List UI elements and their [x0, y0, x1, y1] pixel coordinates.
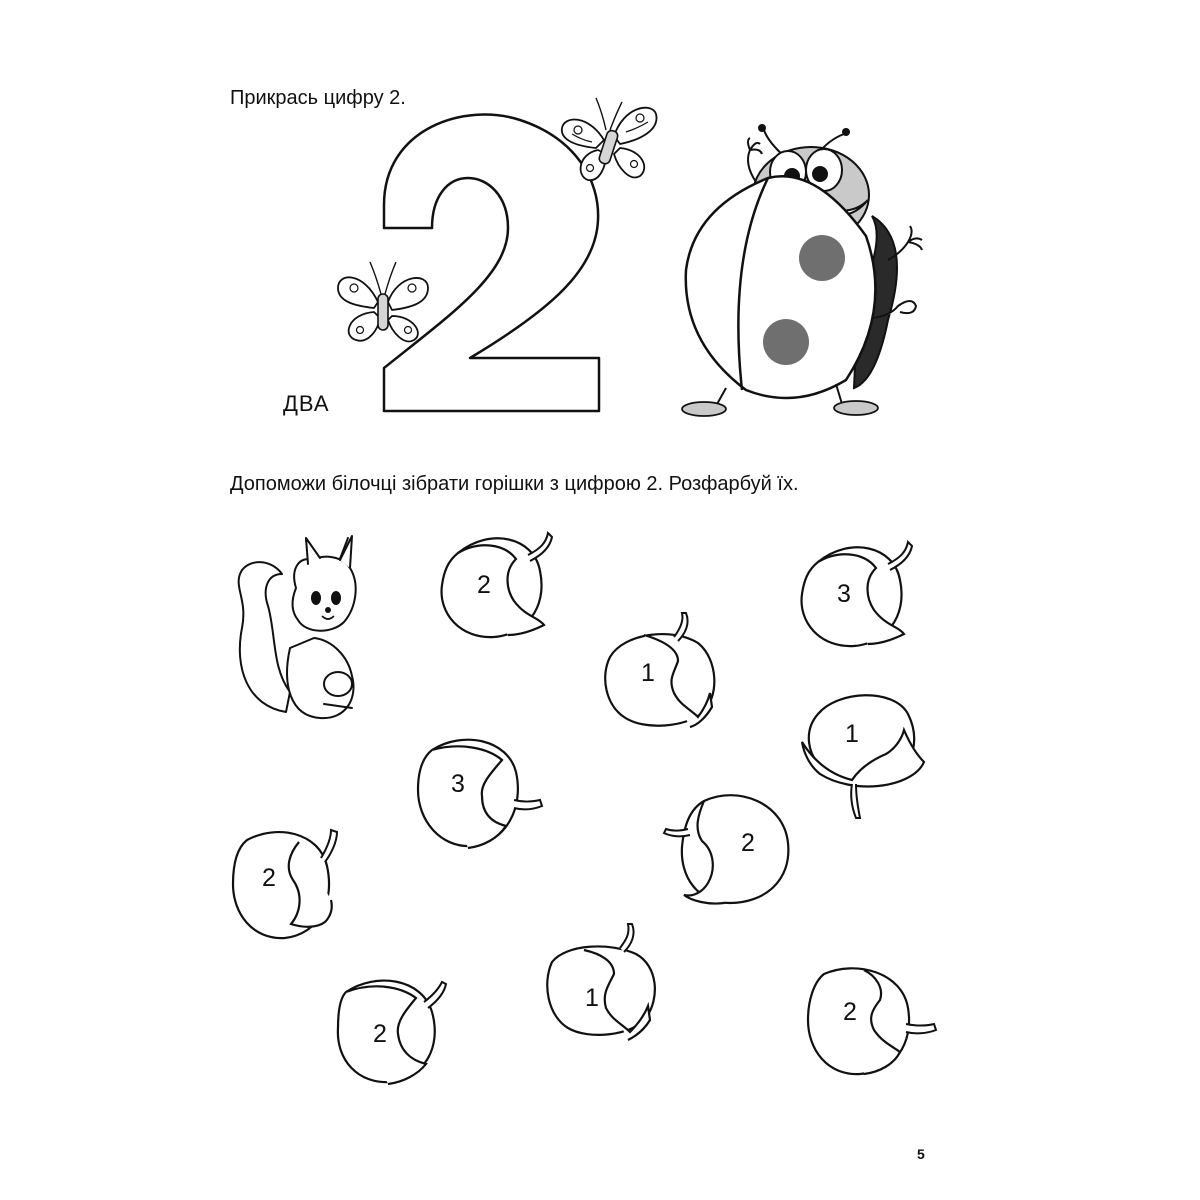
nut-digit: 1	[585, 984, 599, 1012]
hazelnut-2[interactable]	[330, 968, 480, 1108]
hazelnut-icon	[800, 960, 950, 1100]
nut-digit: 1	[641, 659, 655, 687]
hazelnut-3[interactable]	[410, 730, 560, 870]
hazelnut-1[interactable]	[540, 928, 690, 1068]
nut-digit: 2	[843, 998, 857, 1026]
hazelnut-2[interactable]	[664, 785, 814, 925]
hazelnut-2[interactable]	[800, 960, 950, 1100]
instruction-decorate-digit: Прикрась цифру 2.	[230, 87, 406, 109]
nut-digit: 1	[845, 720, 859, 748]
nut-digit: 3	[837, 580, 851, 608]
hazelnut-1[interactable]	[594, 613, 744, 753]
nut-digit: 2	[741, 829, 755, 857]
instruction-help-squirrel: Допоможи білочці зібрати горішки з цифрою 2. Розфарбуй їх.	[230, 473, 799, 495]
nut-digit: 2	[262, 864, 276, 892]
hazelnut-2[interactable]	[227, 824, 377, 964]
butterfly-icon	[334, 258, 434, 354]
nut-digit: 2	[477, 571, 491, 599]
nut-digit: 2	[373, 1020, 387, 1048]
hazelnut-1[interactable]	[798, 684, 948, 824]
hazelnut-icon	[410, 730, 560, 870]
digit-word: ДВА	[283, 391, 330, 416]
squirrel-icon	[228, 528, 368, 728]
hazelnut-icon	[227, 824, 377, 964]
nut-digit: 3	[451, 770, 465, 798]
page-number: 5	[917, 1146, 925, 1162]
ladybug-icon	[676, 120, 936, 425]
hazelnut-3[interactable]	[790, 534, 940, 674]
hazelnut-icon	[798, 684, 948, 824]
hazelnut-2[interactable]	[430, 525, 580, 665]
butterfly-icon	[558, 92, 664, 192]
